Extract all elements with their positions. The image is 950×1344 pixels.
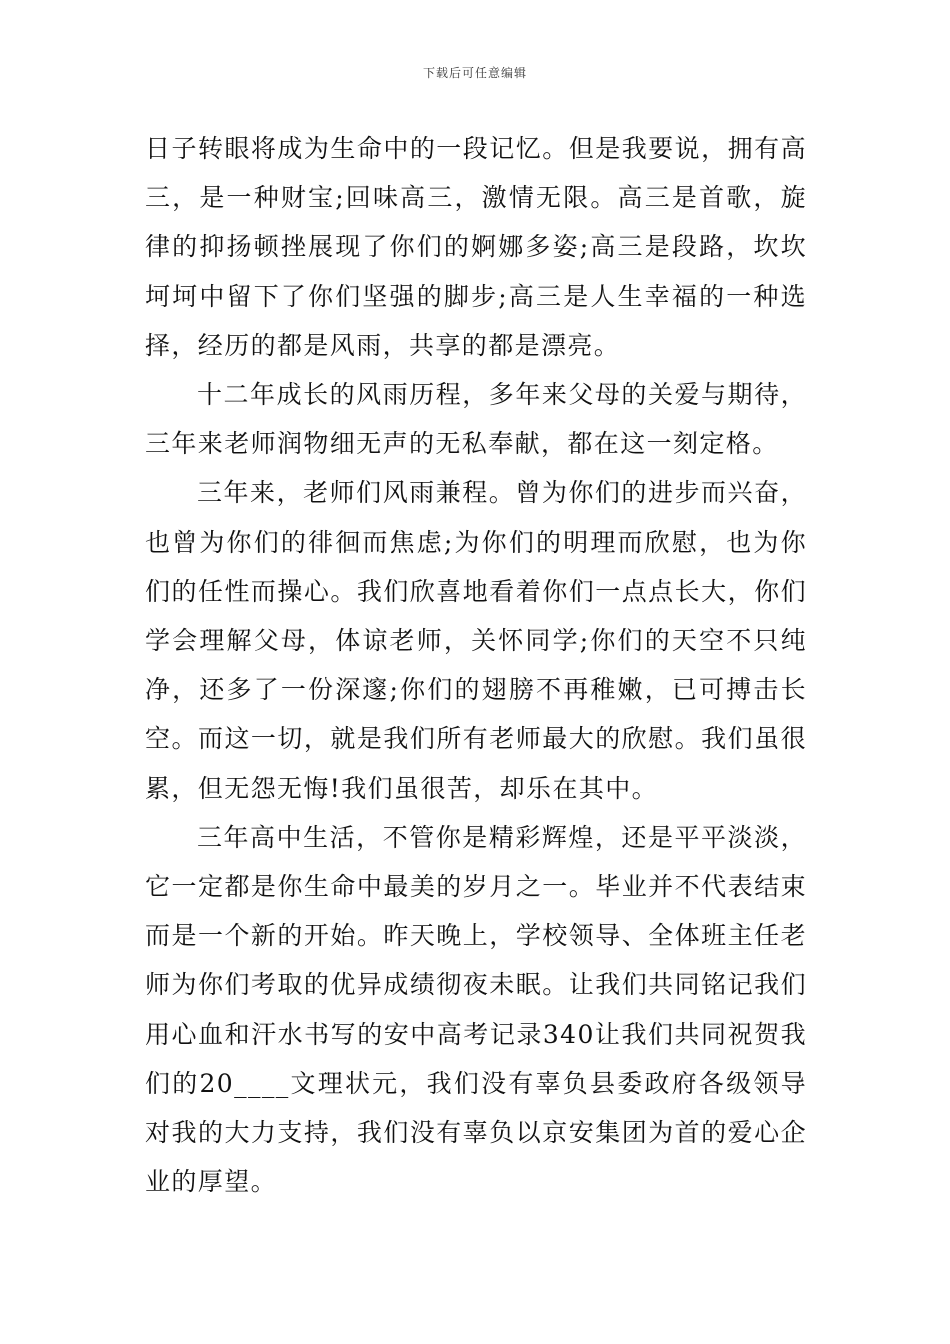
paragraph-1: 日子转眼将成为生命中的一段记忆。但是我要说，拥有高三，是一种财宝;回味高三，激情无限。高三是首歌，旋律的抑扬顿挫展现了你们的婀娜多姿;高三是段路，坎坎坷坷中留下了你们坚强的脚步;高三是人生幸福的一种选择，经历的都是风雨，共享的都是漂亮。 bbox=[145, 134, 807, 360]
paragraph-3: 三年来，老师们风雨兼程。曾为你们的进步而兴奋，也曾为你们的徘徊而焦虑;为你们的明理而欣慰，也为你们的任性而操心。我们欣喜地看着你们一点点长大，你们学会理解父母，体谅老师，关怀同学;你们的天空不只纯净，还多了一份深邃;你们的翅膀不再稚嫩，已可搏击长空。而这一切，就是我们所有老师最大的欣慰。我们虽很累，但无怨无悔!我们虽很苦，却乐在其中。 bbox=[145, 478, 807, 803]
paragraph-4: 三年高中生活，不管你是精彩辉煌，还是平平淡淡，它一定都是你生命中最美的岁月之一。毕业并不代表结束而是一个新的开始。昨天晚上，学校领导、全体班主任老师为你们考取的优异成绩彻夜未眠。让我们共同铭记我们用心血和汗水书写的安中高考记录340让我们共同祝贺我们的20____文理状元，我们没有辜负县委政府各级领导对我的大力支持，我们没有辜负以京安集团为首的爱心企业的厚望。 bbox=[145, 822, 807, 1197]
paragraph-2: 十二年成长的风雨历程，多年来父母的关爱与期待，三年来老师润物细无声的无私奉献，都在这一刻定格。 bbox=[145, 380, 807, 459]
header-note: 下载后可任意编辑 bbox=[422, 66, 527, 80]
document-body bbox=[145, 124, 807, 1206]
